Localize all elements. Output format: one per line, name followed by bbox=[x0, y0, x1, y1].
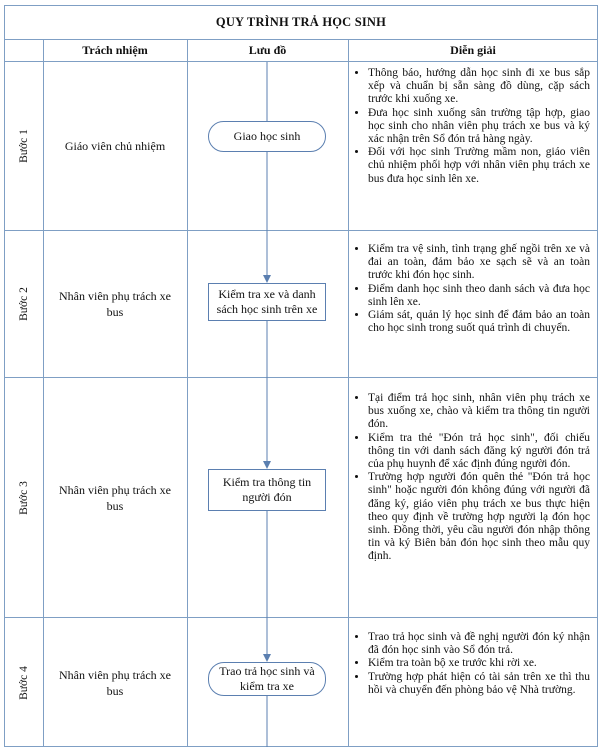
step-2-responsibility: Nhân viên phụ trách xe bus bbox=[59, 289, 171, 319]
flow-node-giao-hoc-sinh: Giao học sinh bbox=[208, 121, 326, 152]
list-item: • Kiểm tra toàn bộ xe trước khi rời xe. bbox=[368, 657, 590, 670]
step-1-explanation bbox=[354, 67, 590, 186]
step-1-responsibility: Giáo viên chủ nhiệm bbox=[64, 139, 166, 153]
page-title: QUY TRÌNH TRẢ HỌC SINH bbox=[4, 5, 598, 40]
list-item: • Trao trả học sinh và đề nghị người đón ký nhận đã đón học sinh vào Sổ đón trả. bbox=[368, 631, 590, 657]
list-item: • Giám sát, quản lý học sinh để đảm bảo an toàn cho học sinh trong suốt quá trình di chuyển. bbox=[368, 309, 590, 335]
step-3-label: Bước 3 bbox=[17, 480, 30, 515]
flow-node-kiem-tra-thong-tin: Kiểm tra thông tin người đón bbox=[208, 469, 326, 511]
list-item: • Trường hợp người đón quên thẻ "Đón trả học sinh" hoặc người đón không đúng với người đã đăng ký, giáo viên phụ trách xe bus thực hiện theo quy định về trường hợp người lạ đón học sinh. Đồng thời, yêu cầu người đón nhập thông tin và ký Biên bản đón học sinh theo mẫu quy định. bbox=[368, 471, 590, 563]
list-item: • Kiểm tra thẻ "Đón trả học sinh", đối chiếu thông tin với danh sách đăng ký người đón trả của phụ huynh để xác định đúng người đón. bbox=[368, 432, 590, 472]
list-item: • Trường hợp phát hiện có tài sản trên xe thì thu hồi và chuyển đến phòng bảo vệ Nhà trường. bbox=[368, 671, 590, 697]
list-item: • Điểm danh học sinh theo danh sách và đưa học sinh lên xe. bbox=[368, 283, 590, 309]
step-1-label: Bước 1 bbox=[17, 129, 30, 163]
step-2-label: Bước 2 bbox=[17, 287, 30, 321]
step-4-responsibility: Nhân viên phụ trách xe bus bbox=[59, 667, 171, 698]
step-4-explanation bbox=[354, 631, 590, 697]
list-item: • Kiểm tra vệ sinh, tình trạng ghế ngồi trên xe và đai an toàn, đảm bảo xe sạch sẽ và an toàn trước khi đón học sinh. bbox=[368, 243, 590, 283]
header-flowchart: Lưu đồ bbox=[187, 40, 348, 62]
step-4-label: Bước 4 bbox=[17, 665, 30, 700]
step-3-responsibility: Nhân viên phụ trách xe bus bbox=[59, 482, 171, 513]
flow-node-trao-tra-hoc-sinh: Trao trả học sinh và kiểm tra xe bbox=[208, 662, 326, 696]
list-item: • Đối với học sinh Trường mầm non, giáo viên chủ nhiệm phối hợp với nhân viên phụ trách xe bus đưa học sinh lên xe. bbox=[368, 146, 590, 186]
header-explanation: Diễn giải bbox=[348, 40, 598, 62]
list-item: • Đưa học sinh xuống sân trường tập hợp, giao học sinh cho nhân viên phụ trách xe bus và ký xác nhận trên Sổ đón trả hàng ngày. bbox=[368, 107, 590, 147]
step-3-explanation bbox=[354, 392, 590, 564]
header-responsibility: Trách nhiệm bbox=[43, 40, 187, 62]
list-item: • Thông báo, hướng dẫn học sinh đi xe bus sắp xếp và chuẩn bị sẵn sàng đồ dùng, cặp sách trước khi xuống xe. bbox=[368, 67, 590, 107]
flow-node-kiem-tra-xe: Kiểm tra xe và danh sách học sinh trên xe bbox=[208, 283, 326, 321]
step-2-explanation bbox=[354, 243, 590, 335]
list-item: • Tại điểm trả học sinh, nhân viên phụ trách xe bus xuống xe, chào và kiểm tra thông tin người đón. bbox=[368, 392, 590, 432]
